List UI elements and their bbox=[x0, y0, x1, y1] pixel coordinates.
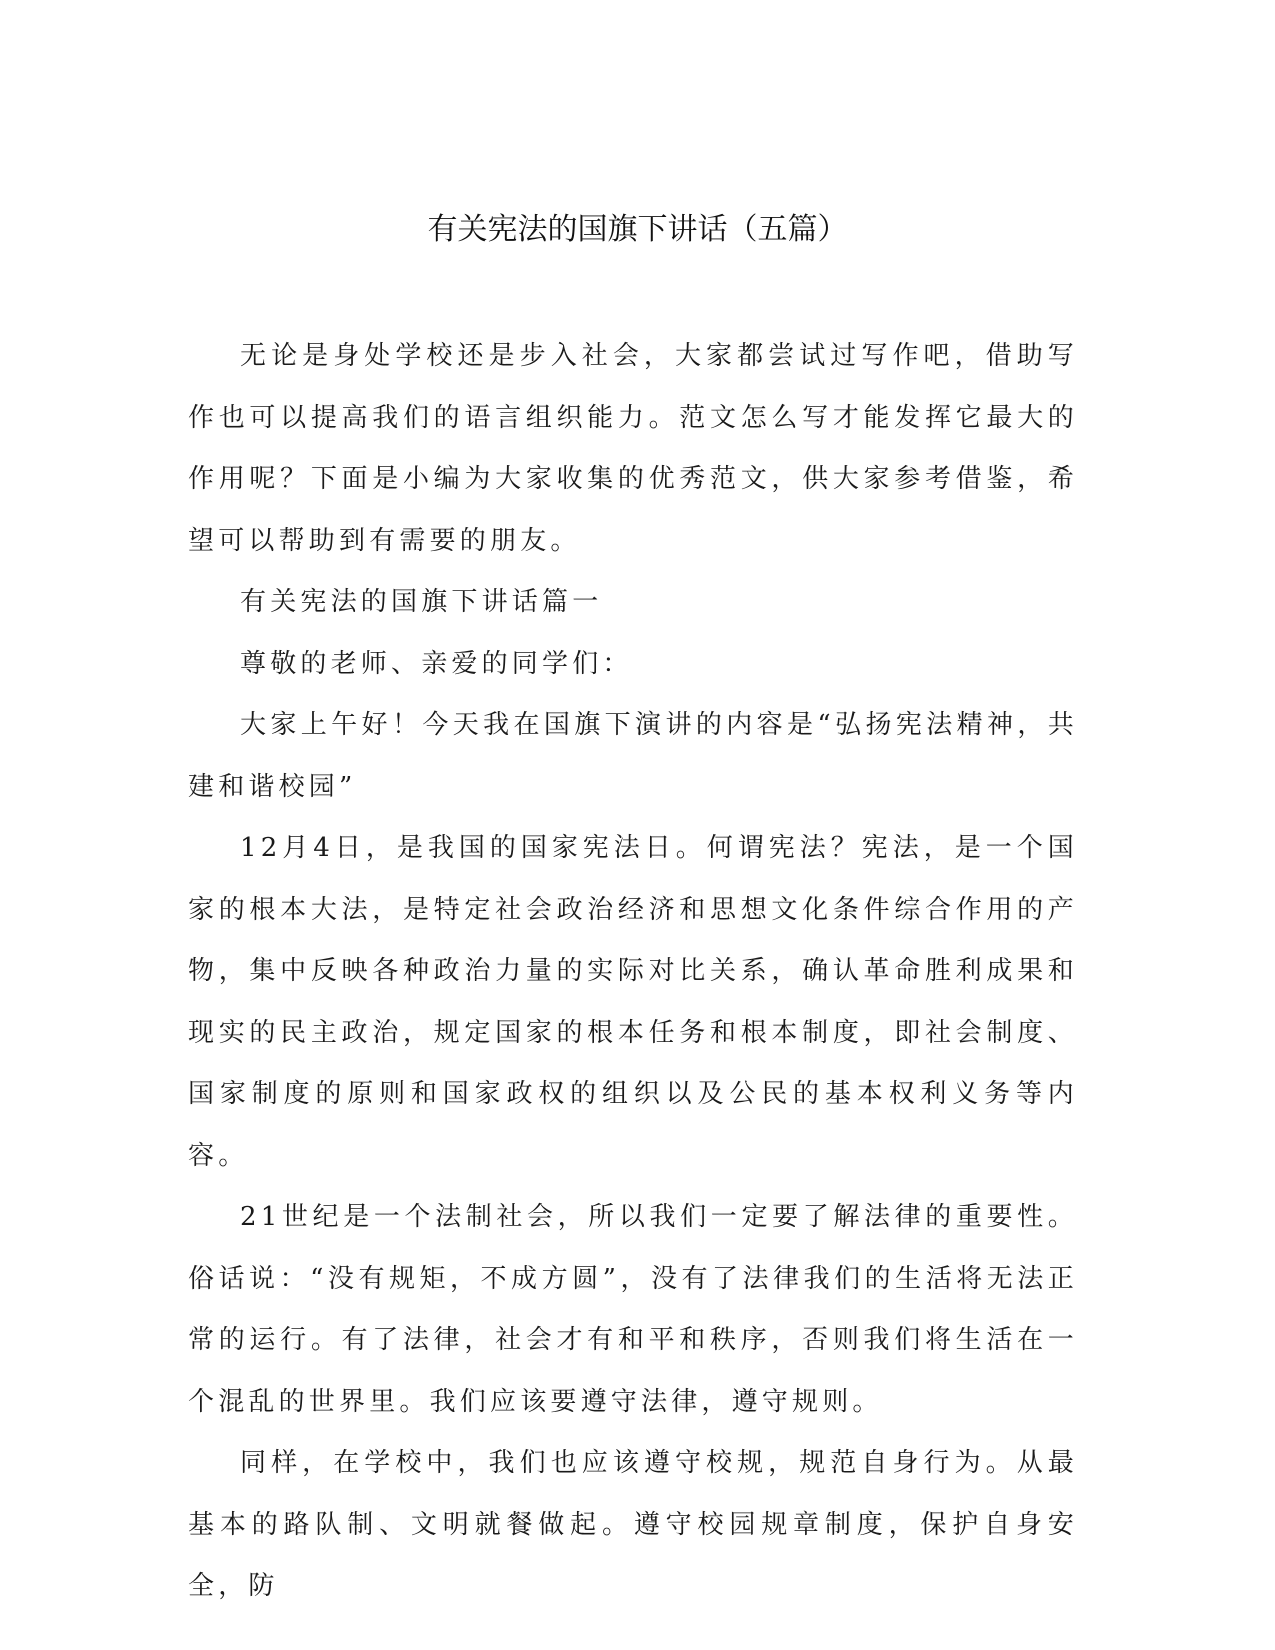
constitution-day-paragraph: 12月4日，是我国的国家宪法日。何谓宪法？宪法，是一个国家的根本大法，是特定社会政治经济和思想文化条件综合作用的产物，集中反映各种政治力量的实际对比关系，确认革命胜利成果和现实的民主政治，规定国家的根本任务和根本制度，即社会制度、国家制度的原则和国家政权的组织以及公民的基本权利义务等内容。 bbox=[188, 833, 1078, 1171]
document-title: 有关宪法的国旗下讲话（五篇） bbox=[427, 212, 848, 247]
salutation: 尊敬的老师、亲爱的同学们： bbox=[240, 648, 633, 679]
document-body bbox=[188, 326, 1078, 1618]
section-heading: 有关宪法的国旗下讲话篇一 bbox=[240, 587, 603, 617]
rule-of-law-paragraph: 21世纪是一个法制社会，所以我们一定要了解法律的重要性。俗话说：“没有规矩，不成方圆”，没有了法律我们的生活将无法正常的运行。有了法律，社会才有和平和秩序，否则我们将生活在一个混乱的世界里。我们应该要遵守法律，遵守规则。 bbox=[188, 1202, 1078, 1417]
greeting-paragraph: 大家上午好！今天我在国旗下演讲的内容是“弘扬宪法精神，共建和谐校园” bbox=[188, 710, 1078, 802]
school-rules-paragraph: 同样，在学校中，我们也应该遵守校规，规范自身行为。从最基本的路队制、文明就餐做起。遵守校园规章制度，保护自身安全，防 bbox=[188, 1448, 1078, 1601]
intro-paragraph: 无论是身处学校还是步入社会，大家都尝试过写作吧，借助写作也可以提高我们的语言组织能力。范文怎么写才能发挥它最大的作用呢？下面是小编为大家收集的优秀范文，供大家参考借鉴，希望可以帮助到有需要的朋友。 bbox=[188, 341, 1078, 556]
